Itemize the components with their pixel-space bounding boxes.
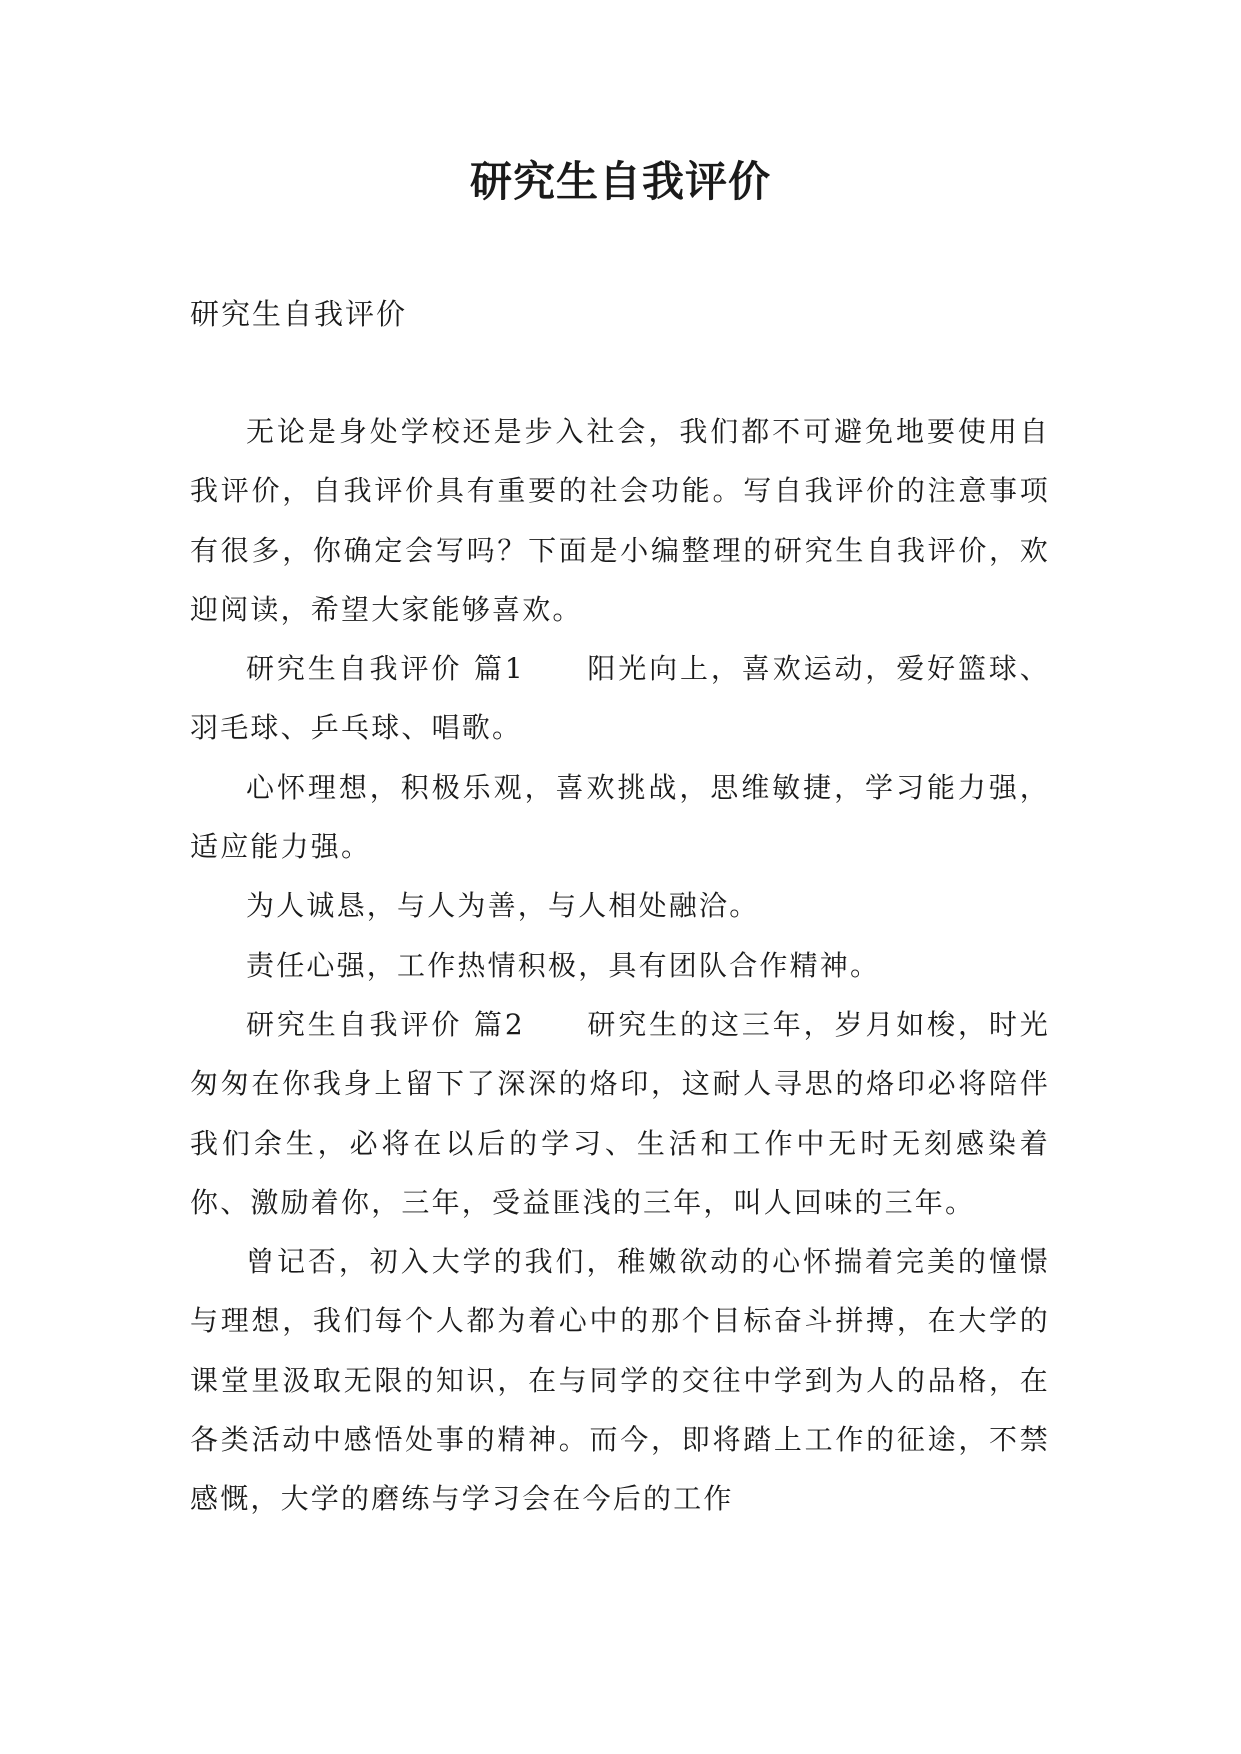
document-title: 研究生自我评价 <box>469 157 771 206</box>
paragraph-part1-character: 为人诚恳，与人为善，与人相处融洽。 <box>246 889 760 923</box>
paragraph-part1-responsibility: 责任心强，工作热情积极，具有团队合作精神。 <box>246 948 881 982</box>
paragraph-part2-three-years: 研究生自我评价 篇2 研究生的这三年，岁月如梭，时光匆匆在你我身上留下了深深的烙印，这耐人寻思的烙印必将陪伴我们余生，必将在以后的学习、生活和工作中无时无刻感染着你、激励着你，三年，受益匪浅的三年，叫人回味的三年。 <box>190 1007 1050 1219</box>
paragraph-part1-ideals: 心怀理想，积极乐观，喜欢挑战，思维敏捷，学习能力强，适应能力强。 <box>190 770 1050 864</box>
document-subtitle: 研究生自我评价 <box>190 297 408 331</box>
paragraph-intro: 无论是身处学校还是步入社会，我们都不可避免地要使用自我评价，自我评价具有重要的社会功能。写自我评价的注意事项有很多，你确定会写吗？下面是小编整理的研究生自我评价，欢迎阅读，希望大家能够喜欢。 <box>190 415 1050 626</box>
paragraph-part1-hobbies: 研究生自我评价 篇1 阳光向上，喜欢运动，爱好篮球、羽毛球、乒乓球、唱歌。 <box>190 652 1050 745</box>
document-body <box>190 402 1050 1529</box>
paragraph-part2-memories: 曾记否，初入大学的我们，稚嫩欲动的心怀揣着完美的憧憬与理想，我们每个人都为着心中的那个目标奋斗拼搏，在大学的课堂里汲取无限的知识，在与同学的交往中学到为人的品格，在各类活动中感悟处事的精神。而今，即将踏上工作的征途，不禁感慨，大学的磨练与学习会在今后的工作 <box>190 1245 1050 1516</box>
